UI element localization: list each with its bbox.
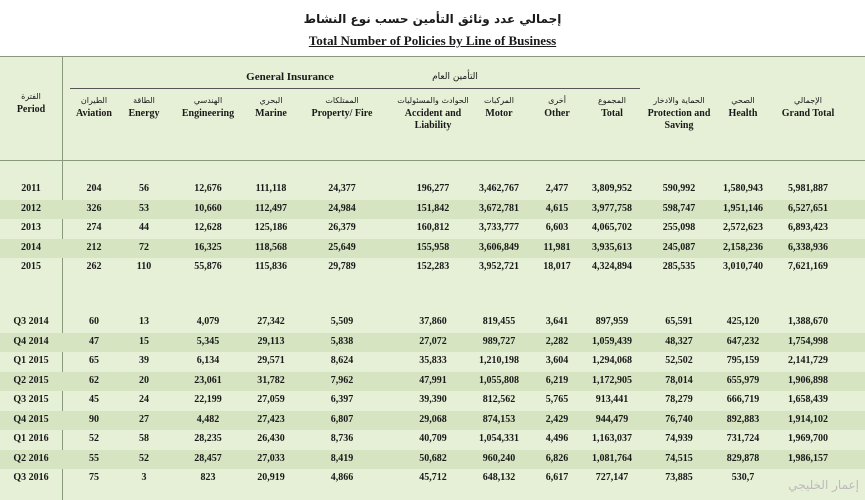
- cell-marine: 111,118: [255, 183, 287, 194]
- column-header-arabic: الطيران: [80, 96, 108, 105]
- period-cell: Q4 2015: [13, 414, 49, 425]
- cell-engineering: 16,325: [194, 242, 222, 253]
- cell-other: 4,496: [545, 433, 569, 444]
- cell-total: 944,479: [595, 414, 629, 425]
- cell-protection-and-saving: 598,747: [662, 203, 696, 214]
- cell-property-fire: 8,624: [330, 355, 354, 366]
- title-english: Total Number of Policies by Line of Business: [308, 33, 557, 48]
- cell-health: 731,724: [726, 433, 760, 444]
- cell-grand-total: 1,754,998: [788, 336, 828, 347]
- cell-protection-and-saving: 78,279: [665, 394, 693, 405]
- cell-accident-and-liability: 151,842: [416, 203, 450, 214]
- period-header-arabic: الفترة: [21, 92, 41, 101]
- cell-aviation: 60: [89, 316, 99, 327]
- cell-energy: 39: [139, 355, 149, 366]
- period-cell: 2013: [21, 222, 41, 233]
- period-cell: Q3 2016: [13, 472, 49, 483]
- cell-health: 829,878: [726, 453, 760, 464]
- cell-total: 1,294,068: [592, 355, 632, 366]
- column-header-english: Other: [544, 108, 570, 119]
- cell-motor: 3,672,781: [479, 203, 519, 214]
- cell-health: 2,572,623: [723, 222, 763, 233]
- column-header-grand-total: [770, 96, 846, 120]
- period-cell: 2011: [21, 183, 41, 194]
- cell-other: 6,219: [545, 375, 569, 386]
- cell-property-fire: 24,984: [328, 203, 356, 214]
- cell-other: 4,615: [545, 203, 569, 214]
- cell-health: 655,979: [726, 375, 760, 386]
- cell-grand-total: 6,893,423: [788, 222, 828, 233]
- cell-protection-and-saving: 52,502: [665, 355, 693, 366]
- period-cell: Q1 2016: [13, 433, 49, 444]
- cell-accident-and-liability: 47,991: [419, 375, 447, 386]
- cell-engineering: 823: [200, 472, 216, 483]
- cell-total: 1,163,037: [592, 433, 632, 444]
- period-cell: Q3 2014: [13, 316, 49, 327]
- quarterly-row-q3-2015: [0, 391, 865, 410]
- cell-other: 3,641: [545, 316, 569, 327]
- cell-engineering: 12,676: [194, 183, 222, 194]
- cell-accident-and-liability: 29,068: [419, 414, 447, 425]
- column-header-english: Accident and Liability: [404, 108, 462, 131]
- cell-protection-and-saving: 48,327: [665, 336, 693, 347]
- cell-marine: 29,571: [257, 355, 285, 366]
- cell-other: 2,477: [545, 183, 569, 194]
- cell-marine: 26,430: [257, 433, 285, 444]
- cell-protection-and-saving: 76,740: [665, 414, 693, 425]
- cell-marine: 118,568: [255, 242, 287, 253]
- cell-total: 1,059,439: [592, 336, 632, 347]
- cell-total: 3,977,758: [592, 203, 632, 214]
- cell-engineering: 4,482: [196, 414, 220, 425]
- cell-motor: 989,727: [482, 336, 516, 347]
- cell-property-fire: 24,377: [328, 183, 356, 194]
- cell-accident-and-liability: 40,709: [419, 433, 447, 444]
- cell-motor: 819,455: [482, 316, 516, 327]
- cell-aviation: 45: [89, 394, 99, 405]
- cell-total: 897,959: [595, 316, 629, 327]
- cell-grand-total: 1,986,157: [788, 453, 828, 464]
- cell-protection-and-saving: 285,535: [662, 261, 696, 272]
- quarterly-row-q2-2015: [0, 372, 865, 391]
- cell-protection-and-saving: 78,014: [665, 375, 693, 386]
- cell-aviation: 326: [86, 203, 102, 214]
- cell-engineering: 12,628: [194, 222, 222, 233]
- cell-aviation: 204: [86, 183, 102, 194]
- cell-engineering: 28,235: [194, 433, 222, 444]
- cell-total: 727,147: [595, 472, 629, 483]
- annual-row-2013: [0, 219, 865, 238]
- cell-accident-and-liability: 196,277: [416, 183, 450, 194]
- cell-aviation: 262: [86, 261, 102, 272]
- column-header-protection-and-saving: [644, 96, 714, 132]
- cell-protection-and-saving: 255,098: [662, 222, 696, 233]
- cell-grand-total: 5,981,887: [788, 183, 828, 194]
- cell-energy: 110: [136, 261, 152, 272]
- cell-accident-and-liability: 155,958: [416, 242, 450, 253]
- column-header-marine: [243, 96, 299, 120]
- general-insurance-label-arabic: التأمين العام: [432, 72, 478, 82]
- cell-property-fire: 4,866: [330, 472, 354, 483]
- cell-grand-total: 1,914,102: [788, 414, 828, 425]
- cell-engineering: 4,079: [196, 316, 220, 327]
- column-header-english: Marine: [255, 108, 287, 119]
- cell-property-fire: 29,789: [328, 261, 356, 272]
- cell-total: 1,172,905: [592, 375, 632, 386]
- cell-energy: 52: [139, 453, 149, 464]
- cell-engineering: 55,876: [194, 261, 222, 272]
- period-header: [0, 90, 62, 116]
- column-header-arabic: المركبات: [484, 96, 514, 105]
- cell-aviation: 47: [89, 336, 99, 347]
- cell-accident-and-liability: 160,812: [416, 222, 450, 233]
- column-header-english: Health: [728, 108, 758, 119]
- cell-marine: 115,836: [255, 261, 287, 272]
- cell-grand-total: 2,141,729: [788, 355, 828, 366]
- cell-total: 1,081,764: [592, 453, 632, 464]
- cell-other: 5,765: [545, 394, 569, 405]
- header-top-rule: [0, 56, 865, 57]
- cell-health: 2,158,236: [723, 242, 763, 253]
- column-header-english: Aviation: [76, 108, 112, 119]
- header-bottom-rule: [0, 160, 865, 161]
- cell-marine: 20,919: [257, 472, 285, 483]
- cell-motor: 648,132: [482, 472, 516, 483]
- period-cell: 2014: [21, 242, 41, 253]
- cell-other: 6,617: [545, 472, 569, 483]
- cell-protection-and-saving: 74,939: [665, 433, 693, 444]
- cell-motor: 1,054,331: [479, 433, 519, 444]
- column-header-arabic: الحماية والادخار: [653, 96, 705, 105]
- quarterly-row-q4-2015: [0, 411, 865, 430]
- column-header-other: [534, 96, 580, 120]
- cell-motor: 874,153: [482, 414, 516, 425]
- cell-property-fire: 25,649: [328, 242, 356, 253]
- cell-grand-total: 1,388,670: [788, 316, 828, 327]
- cell-accident-and-liability: 37,860: [419, 316, 447, 327]
- cell-marine: 29,113: [257, 336, 285, 347]
- cell-health: 425,120: [726, 316, 760, 327]
- cell-aviation: 65: [89, 355, 99, 366]
- cell-property-fire: 8,419: [330, 453, 354, 464]
- cell-health: 530,7: [731, 472, 755, 483]
- cell-protection-and-saving: 245,087: [662, 242, 696, 253]
- column-header-english: Total: [601, 108, 623, 119]
- annual-row-2012: [0, 200, 865, 219]
- cell-motor: 1,055,808: [479, 375, 519, 386]
- cell-motor: 3,952,721: [479, 261, 519, 272]
- cell-property-fire: 5,838: [330, 336, 354, 347]
- column-header-arabic: الصحي: [731, 96, 755, 105]
- cell-energy: 58: [139, 433, 149, 444]
- cell-marine: 112,497: [255, 203, 287, 214]
- watermark: إعمار الخليجي: [788, 478, 859, 492]
- cell-motor: 960,240: [482, 453, 516, 464]
- title-arabic: إجمالي عدد وثائق التأمين حسب نوع النشاط: [303, 12, 562, 26]
- column-header-total: [582, 96, 642, 120]
- cell-marine: 27,423: [257, 414, 285, 425]
- cell-property-fire: 6,807: [330, 414, 354, 425]
- cell-other: 11,981: [543, 242, 571, 253]
- column-header-english: Motor: [485, 108, 513, 119]
- cell-motor: 3,733,777: [479, 222, 519, 233]
- column-header-motor: [468, 96, 530, 120]
- column-header-health: [713, 96, 773, 120]
- cell-energy: 53: [139, 203, 149, 214]
- cell-energy: 3: [141, 472, 147, 483]
- column-header-arabic: البحري: [259, 96, 283, 105]
- cell-total: 3,809,952: [592, 183, 632, 194]
- cell-other: 2,282: [545, 336, 569, 347]
- column-header-property-fire: [303, 96, 381, 120]
- period-cell: 2012: [21, 203, 41, 214]
- cell-marine: 27,033: [257, 453, 285, 464]
- quarterly-row-q2-2016: [0, 450, 865, 469]
- cell-aviation: 274: [86, 222, 102, 233]
- cell-accident-and-liability: 152,283: [416, 261, 450, 272]
- column-header-arabic: الطاقة: [133, 96, 155, 105]
- quarterly-row-q1-2016: [0, 430, 865, 449]
- cell-property-fire: 6,397: [330, 394, 354, 405]
- cell-grand-total: 1,906,898: [788, 375, 828, 386]
- column-header-english: Property/ Fire: [311, 108, 373, 119]
- annual-row-2011: [0, 180, 865, 199]
- column-header-arabic: أخرى: [548, 96, 566, 105]
- cell-grand-total: 1,658,439: [788, 394, 828, 405]
- period-cell: Q1 2015: [13, 355, 49, 366]
- column-header-arabic: الحوادث والمسئوليات: [397, 96, 469, 105]
- cell-engineering: 23,061: [194, 375, 222, 386]
- cell-health: 892,883: [726, 414, 760, 425]
- cell-health: 1,951,146: [723, 203, 763, 214]
- cell-engineering: 5,345: [196, 336, 220, 347]
- annual-row-2014: [0, 239, 865, 258]
- column-header-english: Protection and Saving: [647, 108, 711, 131]
- period-cell: Q4 2014: [13, 336, 49, 347]
- cell-health: 647,232: [726, 336, 760, 347]
- quarterly-row-q3-2014: [0, 313, 865, 332]
- column-header-arabic: المجموع: [598, 96, 626, 105]
- period-cell: Q3 2015: [13, 394, 49, 405]
- column-header-english: Energy: [128, 108, 160, 119]
- period-header-english: Period: [16, 104, 46, 115]
- cell-accident-and-liability: 27,072: [419, 336, 447, 347]
- quarterly-row-q4-2014: [0, 333, 865, 352]
- cell-engineering: 28,457: [194, 453, 222, 464]
- cell-aviation: 90: [89, 414, 99, 425]
- cell-marine: 31,782: [257, 375, 285, 386]
- quarterly-row-q3-2016: [0, 469, 865, 488]
- cell-accident-and-liability: 39,390: [419, 394, 447, 405]
- cell-health: 666,719: [726, 394, 760, 405]
- cell-motor: 1,210,198: [479, 355, 519, 366]
- general-insurance-label: General Insurance: [246, 71, 334, 83]
- period-cell: Q2 2015: [13, 375, 49, 386]
- column-header-aviation: [71, 96, 117, 120]
- cell-aviation: 212: [86, 242, 102, 253]
- cell-property-fire: 7,962: [330, 375, 354, 386]
- cell-grand-total: 7,621,169: [788, 261, 828, 272]
- cell-aviation: 52: [89, 433, 99, 444]
- cell-aviation: 62: [89, 375, 99, 386]
- cell-energy: 15: [139, 336, 149, 347]
- cell-marine: 27,059: [257, 394, 285, 405]
- cell-engineering: 6,134: [196, 355, 220, 366]
- cell-property-fire: 5,509: [330, 316, 354, 327]
- cell-engineering: 10,660: [194, 203, 222, 214]
- cell-grand-total: 6,338,936: [788, 242, 828, 253]
- cell-total: 4,065,702: [592, 222, 632, 233]
- cell-energy: 24: [139, 394, 149, 405]
- cell-other: 2,429: [545, 414, 569, 425]
- cell-energy: 13: [139, 316, 149, 327]
- cell-protection-and-saving: 65,591: [665, 316, 693, 327]
- cell-accident-and-liability: 35,833: [419, 355, 447, 366]
- cell-health: 1,580,943: [723, 183, 763, 194]
- cell-total: 4,324,894: [592, 261, 632, 272]
- cell-health: 795,159: [726, 355, 760, 366]
- cell-engineering: 22,199: [194, 394, 222, 405]
- cell-other: 18,017: [543, 261, 571, 272]
- cell-protection-and-saving: 74,515: [665, 453, 693, 464]
- cell-accident-and-liability: 45,712: [419, 472, 447, 483]
- cell-energy: 56: [139, 183, 149, 194]
- cell-other: 6,603: [545, 222, 569, 233]
- cell-energy: 20: [139, 375, 149, 386]
- column-header-arabic: الإجمالي: [794, 96, 822, 105]
- cell-protection-and-saving: 590,992: [662, 183, 696, 194]
- cell-total: 913,441: [595, 394, 629, 405]
- column-header-accident-and-liability: [387, 96, 479, 132]
- cell-property-fire: 26,379: [328, 222, 356, 233]
- cell-aviation: 75: [89, 472, 99, 483]
- column-header-arabic: الممتلكات: [325, 96, 359, 105]
- cell-motor: 812,562: [482, 394, 516, 405]
- cell-marine: 27,342: [257, 316, 285, 327]
- column-header-english: Grand Total: [781, 108, 835, 119]
- cell-grand-total: 1,969,700: [788, 433, 828, 444]
- cell-energy: 27: [139, 414, 149, 425]
- cell-property-fire: 8,736: [330, 433, 354, 444]
- cell-motor: 3,462,767: [479, 183, 519, 194]
- cell-motor: 3,606,849: [479, 242, 519, 253]
- cell-protection-and-saving: 73,885: [665, 472, 693, 483]
- cell-total: 3,935,613: [592, 242, 632, 253]
- general-insurance-rule: [70, 88, 640, 89]
- cell-other: 3,604: [545, 355, 569, 366]
- cell-aviation: 55: [89, 453, 99, 464]
- cell-energy: 72: [139, 242, 149, 253]
- column-header-energy: [124, 96, 164, 120]
- cell-marine: 125,186: [254, 222, 288, 233]
- cell-energy: 44: [139, 222, 149, 233]
- column-header-engineering: [172, 96, 244, 120]
- quarterly-row-q1-2015: [0, 352, 865, 371]
- cell-health: 3,010,740: [723, 261, 763, 272]
- period-cell: Q2 2016: [13, 453, 49, 464]
- cell-accident-and-liability: 50,682: [419, 453, 447, 464]
- cell-other: 6,826: [545, 453, 569, 464]
- cell-grand-total: 6,527,651: [788, 203, 828, 214]
- period-cell: 2015: [21, 261, 41, 272]
- annual-row-2015: [0, 258, 865, 277]
- column-header-english: Engineering: [181, 108, 235, 119]
- column-header-arabic: الهندسي: [193, 96, 223, 105]
